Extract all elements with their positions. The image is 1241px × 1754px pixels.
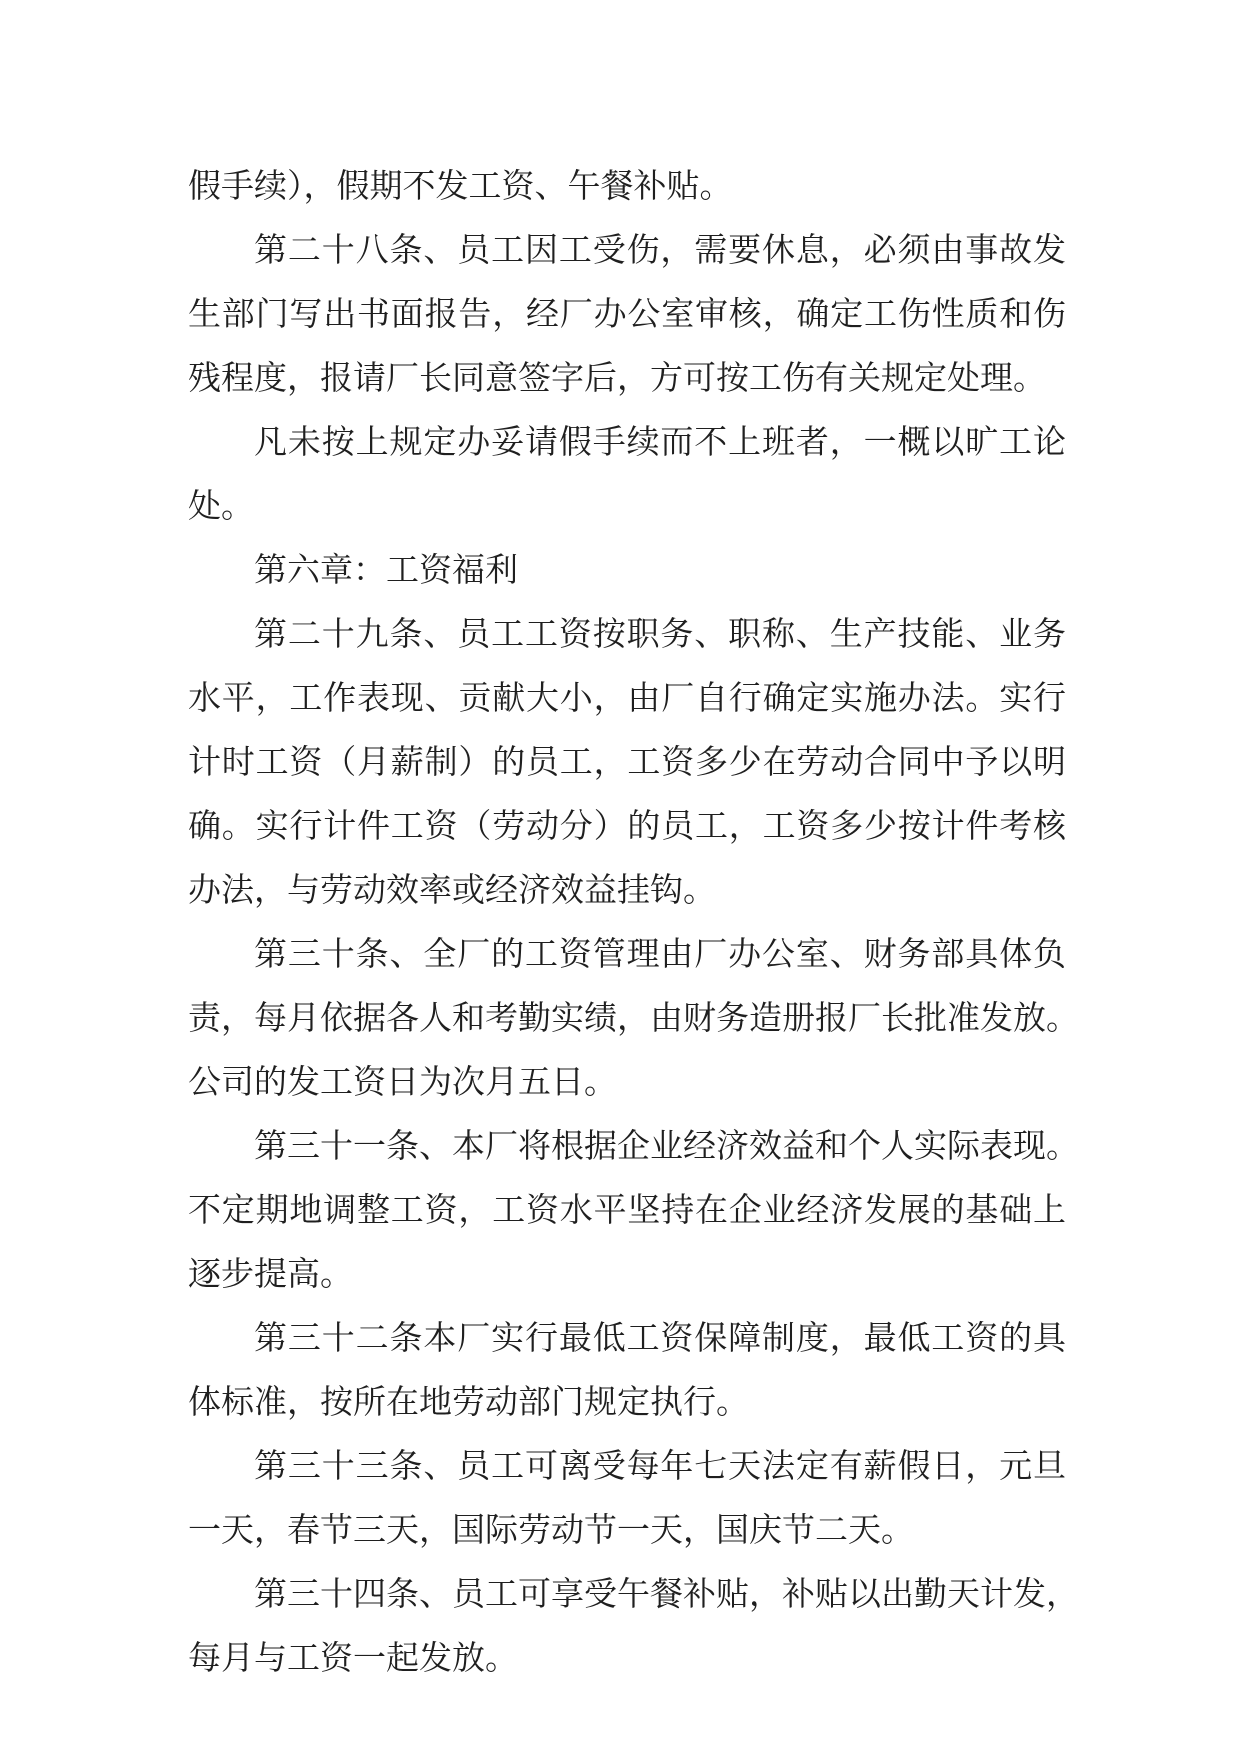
text-line: 凡未按上规定办妥请假手续而不上班者，一概以旷工论	[254, 422, 1066, 461]
document-body	[188, 154, 1079, 1690]
text-line: 责，每月依据各人和考勤实绩，由财务造册报厂长批准发放。	[188, 998, 1079, 1037]
text-line: 逐步提高。	[188, 1254, 353, 1293]
text-line: 残程度，报请厂长同意签字后，方可按工伤有关规定处理。	[188, 358, 1046, 397]
text-line: 处。	[188, 486, 254, 525]
text-line: 第三十一条、本厂将根据企业经济效益和个人实际表现。	[254, 1126, 1079, 1165]
text-line: 第三十三条、员工可离受每年七天法定有薪假日，元旦	[254, 1446, 1066, 1485]
text-line: 确。实行计件工资（劳动分）的员工，工资多少按计件考核	[188, 806, 1066, 845]
text-line: 不定期地调整工资，工资水平坚持在企业经济发展的基础上	[188, 1190, 1066, 1229]
text-line: 一天，春节三天，国际劳动节一天，国庆节二天。	[188, 1510, 914, 1549]
text-line: 办法，与劳动效率或经济效益挂钩。	[188, 870, 716, 909]
chapter-heading: 第六章：工资福利	[254, 550, 518, 589]
text-line: 计时工资（月薪制）的员工，工资多少在劳动合同中予以明	[188, 742, 1066, 781]
text-line: 第三十条、全厂的工资管理由厂办公室、财务部具体负	[254, 934, 1066, 973]
text-line: 体标准，按所在地劳动部门规定执行。	[188, 1382, 749, 1421]
text-line: 第二十九条、员工工资按职务、职称、生产技能、业务	[254, 614, 1066, 653]
text-line: 假手续），假期不发工资、午餐补贴。	[188, 166, 733, 205]
text-line: 第三十二条本厂实行最低工资保障制度，最低工资的具	[254, 1318, 1066, 1357]
text-line: 公司的发工资日为次月五日。	[188, 1062, 617, 1101]
text-line: 第三十四条、员工可享受午餐补贴，补贴以出勤天计发，	[254, 1574, 1079, 1613]
text-line: 水平，工作表现、贡献大小，由厂自行确定实施办法。实行	[188, 678, 1066, 717]
text-line: 每月与工资一起发放。	[188, 1638, 518, 1677]
text-line: 生部门写出书面报告，经厂办公室审核，确定工伤性质和伤	[188, 294, 1066, 333]
text-line: 第二十八条、员工因工受伤，需要休息，必须由事故发	[254, 230, 1066, 269]
